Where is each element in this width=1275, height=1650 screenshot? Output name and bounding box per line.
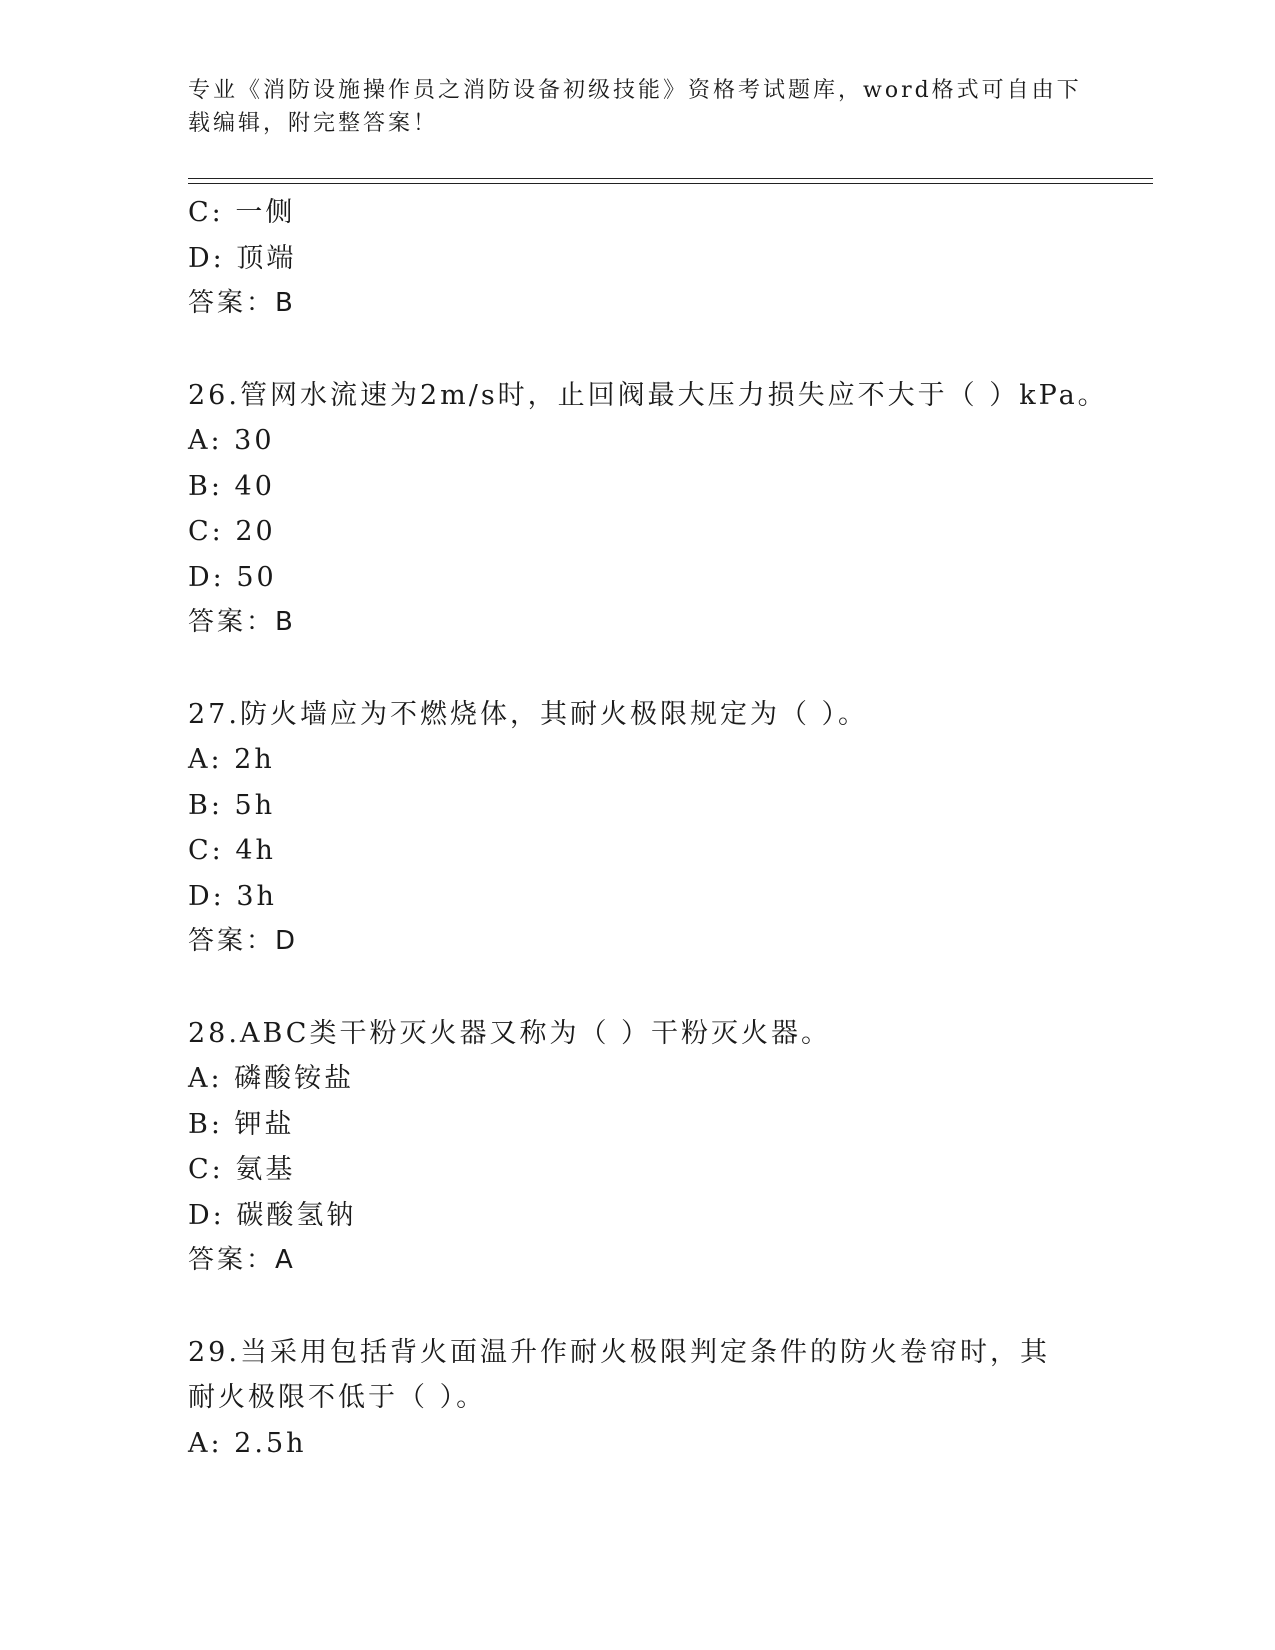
- option-b: B: 钾盐: [188, 1108, 295, 1140]
- spacer: [188, 1284, 1088, 1330]
- answer-line: 答案：B: [188, 607, 296, 637]
- spacer: [188, 646, 1088, 692]
- option-c: C: 20: [188, 516, 276, 547]
- option-a: A: 2.5h: [188, 1427, 307, 1459]
- option-b: B: 40: [188, 470, 275, 502]
- spacer: [188, 327, 1088, 373]
- option-c: C: 4h: [188, 835, 276, 866]
- question-stem: 28.ABC类干粉灭火器又称为（ ）干粉灭火器。: [188, 1017, 832, 1049]
- spacer: [188, 965, 1088, 1011]
- question-list: [188, 190, 1108, 1466]
- question-stem: 27.防火墙应为不燃烧体，其耐火极限规定为（ ）。: [188, 698, 869, 730]
- option-d: D: 顶端: [188, 242, 297, 274]
- header-divider-top: [188, 178, 1153, 179]
- option-d: D: 碳酸氢钠: [188, 1199, 357, 1231]
- page-header-text: 专业《消防设施操作员之消防设备初级技能》资格考试题库，word格式可自由下载编辑，附完整答案！: [188, 78, 1082, 136]
- option-a: A: 磷酸铵盐: [188, 1063, 355, 1094]
- question-29: [188, 1330, 1088, 1467]
- answer-line: 答案：A: [188, 1245, 296, 1275]
- option-c: C: 一侧: [188, 197, 296, 228]
- option-d: D: 3h: [188, 880, 277, 912]
- option-c: C: 氨基: [188, 1154, 296, 1185]
- question-27: [188, 692, 1088, 965]
- answer-line: 答案：B: [188, 288, 296, 318]
- option-a: A: 30: [188, 425, 275, 456]
- option-d: D: 50: [188, 561, 277, 593]
- question-stem: 26.管网水流速为2m/s时，止回阀最大压力损失应不大于（ ）kPa。: [188, 379, 1108, 411]
- question-stem: 29.当采用包括背火面温升作耐火极限判定条件的防火卷帘时，其耐火极限不低于（ ）。: [188, 1336, 1050, 1413]
- question-26: [188, 373, 1108, 646]
- question-28: [188, 1011, 1088, 1284]
- continued-question: [188, 190, 1088, 327]
- header-divider-bottom: [188, 183, 1153, 184]
- option-b: B: 5h: [188, 789, 276, 821]
- option-a: A: 2h: [188, 744, 275, 775]
- answer-line: 答案：D: [188, 926, 299, 956]
